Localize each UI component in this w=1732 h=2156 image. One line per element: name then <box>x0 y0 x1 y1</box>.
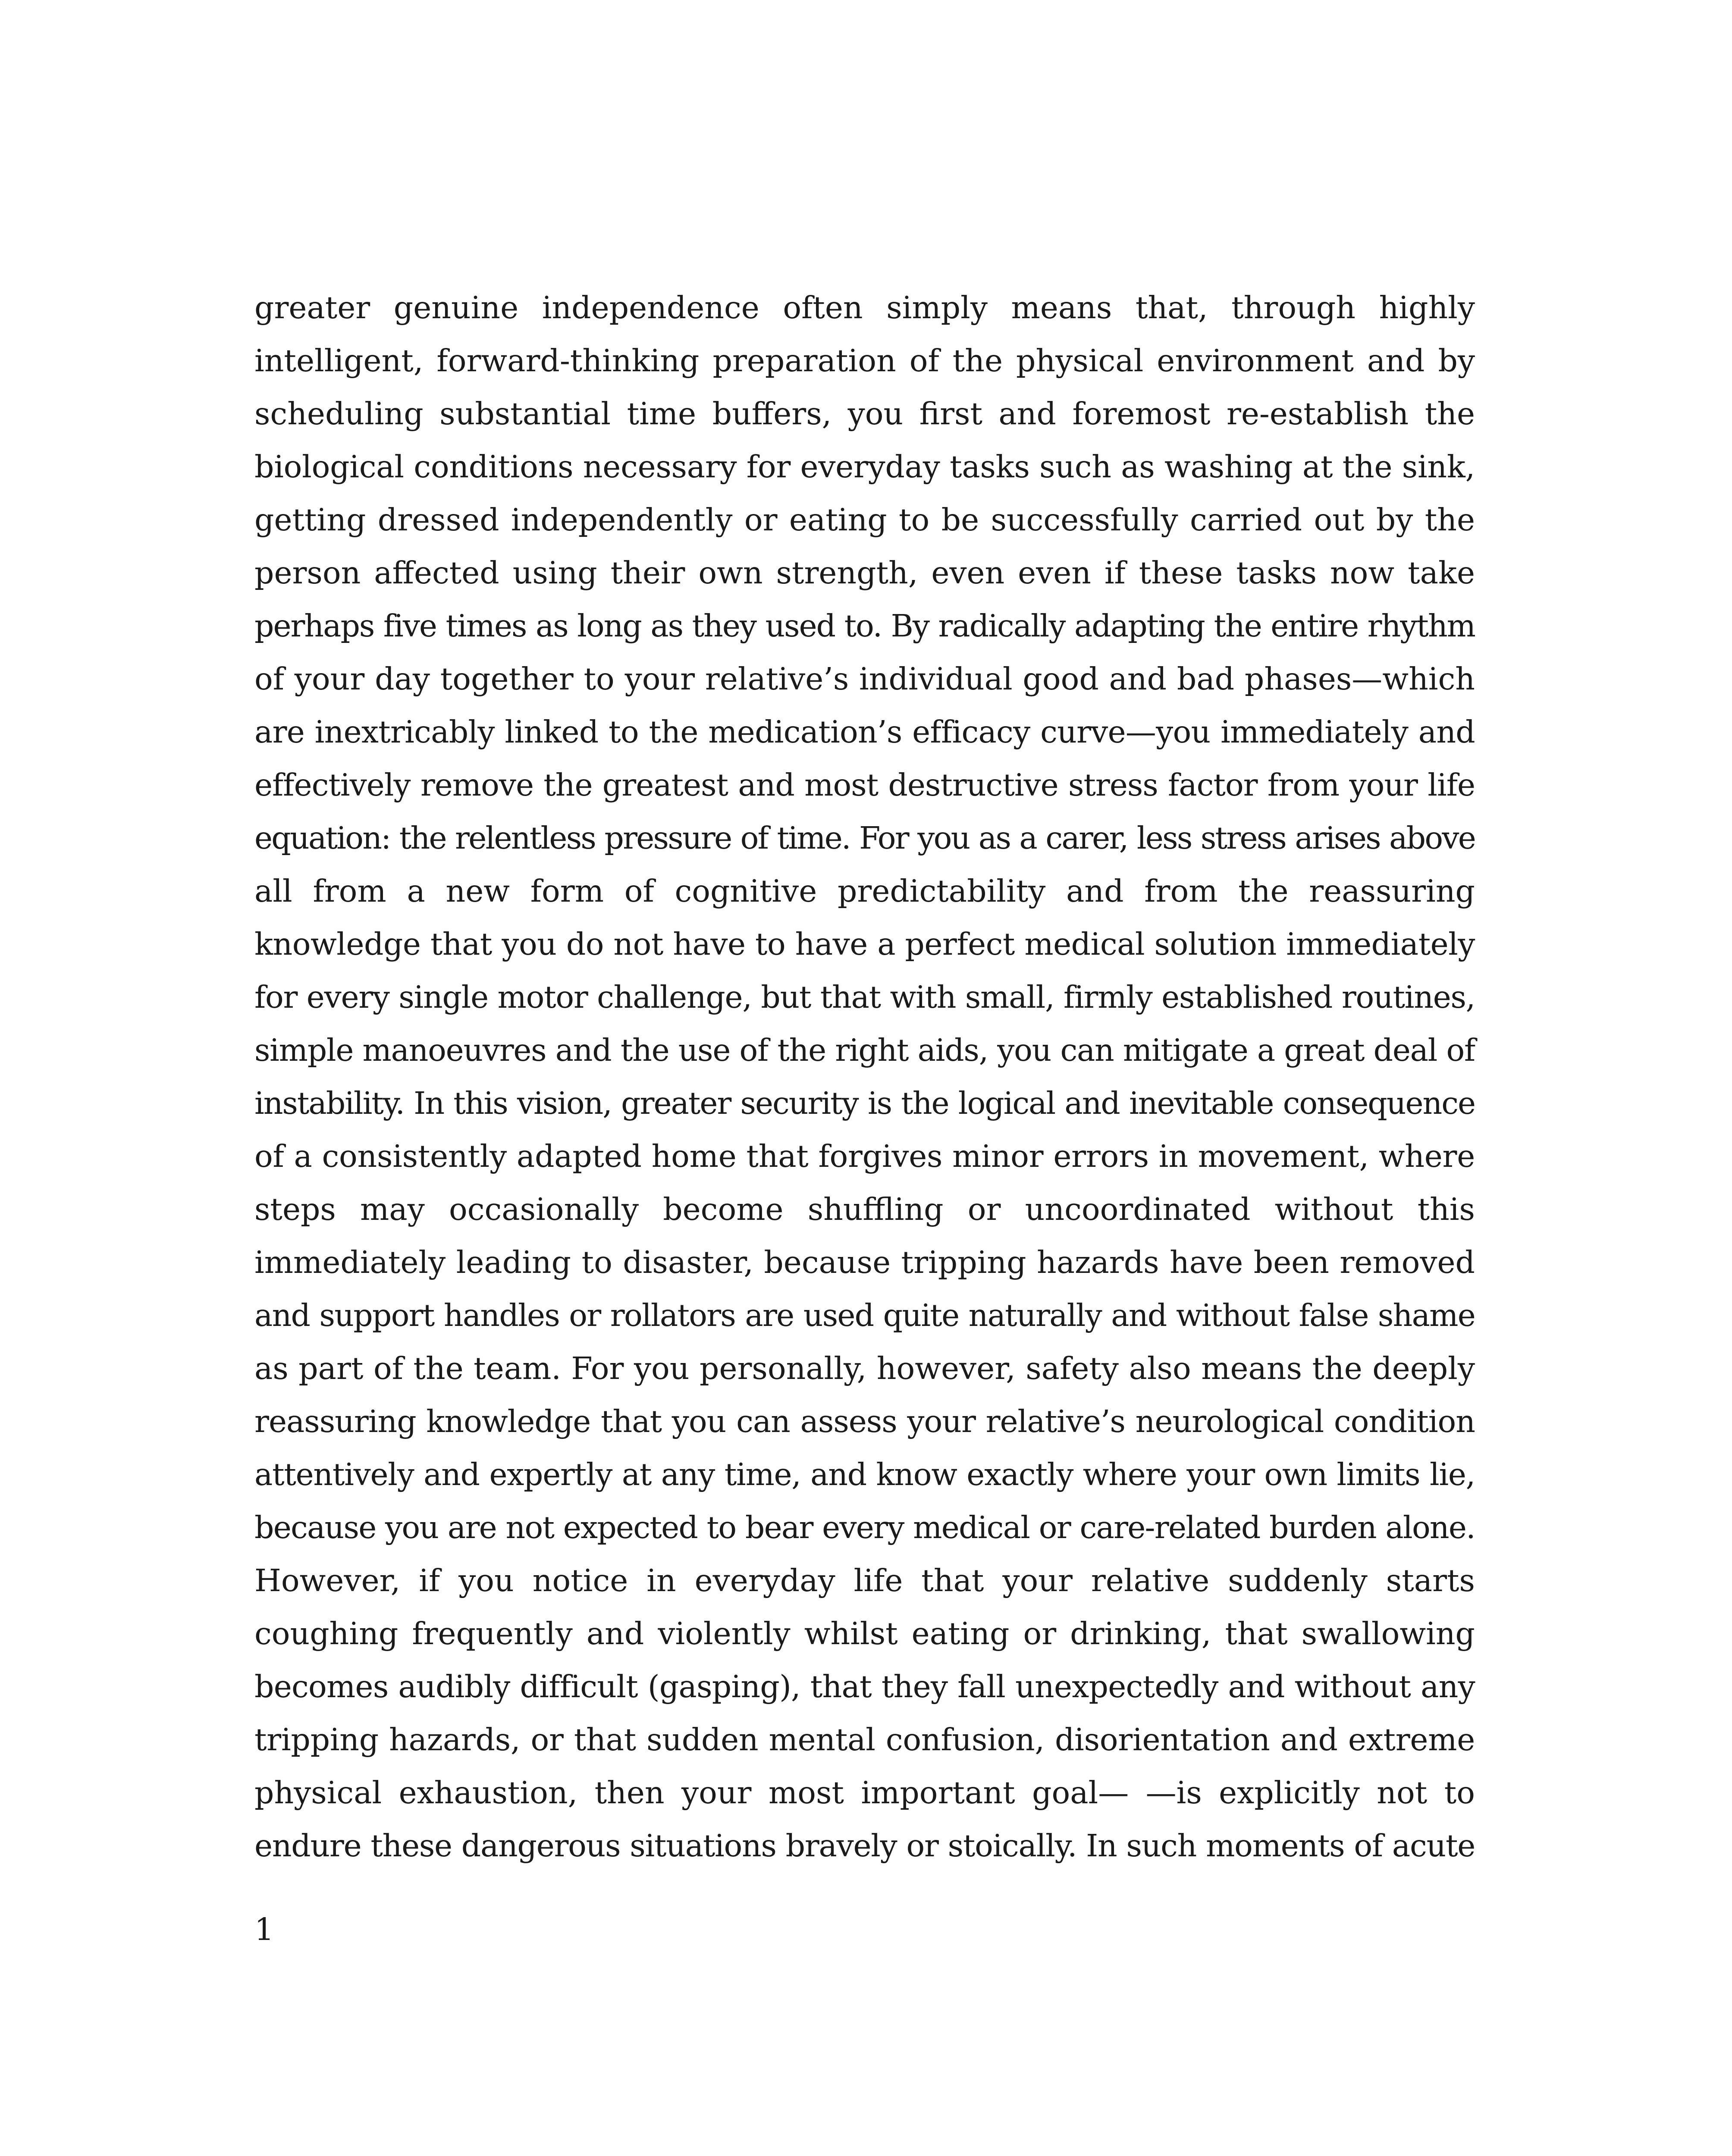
text-line: becomes audibly difficult (gasping), that they fall unexpectedly and without any <box>254 1669 1475 1705</box>
text-line: reassuring knowledge that you can assess your relative’s neurological condition <box>254 1404 1475 1439</box>
text-line: are inextricably linked to the medication’s efficacy curve—you immediately and <box>254 714 1475 750</box>
text-line: for every single motor challenge, but that with small, firmly established routines, <box>254 979 1475 1015</box>
text-line: However, if you notice in everyday life that your relative suddenly starts <box>254 1563 1475 1598</box>
text-line: endure these dangerous situations bravely or stoically. In such moments of acute <box>254 1828 1475 1864</box>
text-line: simple manoeuvres and the use of the right aids, you can mitigate a great deal of <box>254 1032 1475 1068</box>
text-line: effectively remove the greatest and most destructive stress factor from your life <box>254 767 1475 803</box>
text-line: greater genuine independence often simply means that, through highly <box>254 290 1475 326</box>
text-line: scheduling substantial time buffers, you first and foremost re-establish the <box>254 396 1475 432</box>
text-line: person affected using their own strength, even even if these tasks now take <box>254 555 1475 591</box>
text-line: biological conditions necessary for everyday tasks such as washing at the sink, <box>254 449 1475 485</box>
text-line: knowledge that you do not have to have a perfect medical solution immediately <box>254 926 1475 962</box>
text-line: because you are not expected to bear every medical or care-related burden alone. <box>254 1510 1475 1545</box>
text-line: immediately leading to disaster, because tripping hazards have been removed <box>254 1244 1475 1280</box>
text-line: of a consistently adapted home that forgives minor errors in movement, where <box>254 1138 1475 1174</box>
text-line: intelligent, forward-thinking preparation of the physical environment and by <box>254 343 1475 379</box>
text-line: of your day together to your relative’s individual good and bad phases—which <box>254 661 1475 697</box>
text-line: all from a new form of cognitive predictability and from the reassuring <box>254 873 1475 909</box>
text-line: instability. In this vision, greater security is the logical and inevitable consequence <box>254 1085 1475 1121</box>
page-number: 1 <box>254 1912 274 1947</box>
body-text <box>254 281 1475 1872</box>
text-line: getting dressed independently or eating to be successfully carried out by the <box>254 502 1475 538</box>
text-line: coughing frequently and violently whilst eating or drinking, that swallowing <box>254 1616 1475 1651</box>
text-line: perhaps five times as long as they used to. By radically adapting the entire rhythm <box>254 608 1475 644</box>
text-line: steps may occasionally become shuffling or uncoordinated without this <box>254 1191 1475 1227</box>
text-line: attentively and expertly at any time, and know exactly where your own limits lie, <box>254 1457 1475 1492</box>
text-line: and support handles or rollators are used quite naturally and without false shame <box>254 1297 1475 1333</box>
text-line: as part of the team. For you personally, however, safety also means the deeply <box>254 1351 1475 1386</box>
text-line: tripping hazards, or that sudden mental confusion, disorientation and extreme <box>254 1722 1475 1758</box>
text-line: physical exhaustion, then your most important goal— —is explicitly not to <box>254 1775 1475 1811</box>
text-line: equation: the relentless pressure of time. For you as a carer, less stress arises above <box>254 820 1475 856</box>
